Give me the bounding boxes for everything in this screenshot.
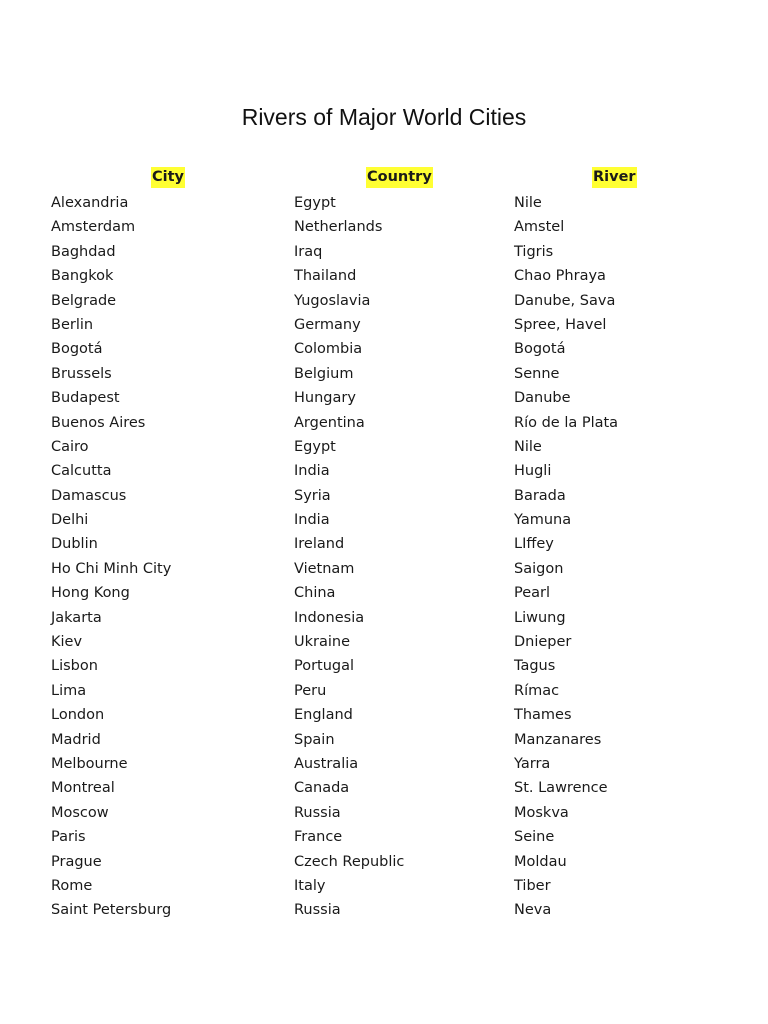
city-cell: Moscow xyxy=(51,804,109,821)
country-cell: Italy xyxy=(294,877,326,894)
table-row xyxy=(0,850,768,874)
country-cell: Colombia xyxy=(294,341,363,358)
country-cell: Belgium xyxy=(294,365,354,382)
table-row xyxy=(0,435,768,459)
table-row xyxy=(0,825,768,849)
table-row xyxy=(0,411,768,435)
river-cell: Río de la Plata xyxy=(514,414,619,431)
table-row xyxy=(0,313,768,337)
country-cell: Ukraine xyxy=(294,634,350,651)
river-cell: Rímac xyxy=(514,682,560,699)
country-cell: Hungary xyxy=(294,390,356,407)
table-row xyxy=(0,898,768,922)
river-cell: Liwung xyxy=(514,609,566,626)
country-cell: Portugal xyxy=(294,658,355,675)
column-header-river: River xyxy=(592,167,637,188)
country-cell: Argentina xyxy=(294,414,365,431)
river-cell: Manzanares xyxy=(514,731,602,748)
city-cell: London xyxy=(51,707,105,724)
table-row xyxy=(0,264,768,288)
table-row xyxy=(0,337,768,361)
table-row xyxy=(0,776,768,800)
rivers-table xyxy=(0,167,768,923)
city-cell: Rome xyxy=(51,877,93,894)
country-cell: Peru xyxy=(294,682,327,699)
river-cell: Yarra xyxy=(514,755,551,772)
city-cell: Lima xyxy=(51,682,87,699)
country-cell: Russia xyxy=(294,804,341,821)
table-row xyxy=(0,874,768,898)
river-cell: St. Lawrence xyxy=(514,780,608,797)
river-cell: Moldau xyxy=(514,853,567,870)
country-cell: Czech Republic xyxy=(294,853,405,870)
table-row xyxy=(0,606,768,630)
country-cell: Indonesia xyxy=(294,609,365,626)
table-row xyxy=(0,362,768,386)
river-cell: Seine xyxy=(514,829,555,846)
city-cell: Hong Kong xyxy=(51,585,130,602)
river-cell: Hugli xyxy=(514,463,552,480)
city-cell: Lisbon xyxy=(51,658,98,675)
country-cell: Egypt xyxy=(294,438,336,455)
table-row xyxy=(0,289,768,313)
table-header-row xyxy=(0,167,768,191)
city-cell: Prague xyxy=(51,853,102,870)
river-cell: Chao Phraya xyxy=(514,268,606,285)
river-cell: Danube xyxy=(514,390,571,407)
country-cell: Vietnam xyxy=(294,560,355,577)
river-cell: Yamuna xyxy=(514,512,572,529)
country-cell: Netherlands xyxy=(294,219,383,236)
column-header-country: Country xyxy=(366,167,433,188)
country-cell: India xyxy=(294,463,330,480)
river-cell: Thames xyxy=(514,707,572,724)
city-cell: Bogotá xyxy=(51,341,103,358)
table-row xyxy=(0,581,768,605)
city-cell: Paris xyxy=(51,829,86,846)
river-cell: Dnieper xyxy=(514,634,572,651)
country-cell: Russia xyxy=(294,902,341,919)
country-cell: Ireland xyxy=(294,536,345,553)
table-row xyxy=(0,703,768,727)
city-cell: Berlin xyxy=(51,316,94,333)
country-cell: Australia xyxy=(294,755,359,772)
river-cell: Spree, Havel xyxy=(514,316,607,333)
table-body xyxy=(0,191,768,923)
city-cell: Damascus xyxy=(51,487,127,504)
river-cell: Neva xyxy=(514,902,552,919)
table-row xyxy=(0,630,768,654)
city-cell: Bangkok xyxy=(51,268,114,285)
table-row xyxy=(0,728,768,752)
page-title: Rivers of Major World Cities xyxy=(241,104,527,130)
table-row xyxy=(0,801,768,825)
country-cell: Spain xyxy=(294,731,335,748)
city-cell: Amsterdam xyxy=(51,219,136,236)
country-cell: Egypt xyxy=(294,195,336,211)
river-cell: Tagus xyxy=(514,658,556,675)
country-cell: Iraq xyxy=(294,243,323,260)
table-row xyxy=(0,459,768,483)
city-cell: Belgrade xyxy=(51,292,117,309)
river-cell: Tigris xyxy=(514,243,554,260)
country-cell: France xyxy=(294,829,343,846)
table-row xyxy=(0,679,768,703)
river-cell: Nile xyxy=(514,195,542,211)
city-cell: Madrid xyxy=(51,731,101,748)
river-cell: Tiber xyxy=(514,877,551,894)
city-cell: Dublin xyxy=(51,536,98,553)
country-cell: China xyxy=(294,585,336,602)
table-row xyxy=(0,484,768,508)
river-cell: Amstel xyxy=(514,219,565,236)
river-cell: Bogotá xyxy=(514,341,566,358)
column-header-city: City xyxy=(151,167,185,188)
city-cell: Jakarta xyxy=(51,609,102,626)
table-row xyxy=(0,191,768,215)
river-cell: Danube, Sava xyxy=(514,292,616,309)
river-cell: Senne xyxy=(514,365,560,382)
city-cell: Melbourne xyxy=(51,755,128,772)
table-row xyxy=(0,752,768,776)
table-row xyxy=(0,532,768,556)
river-cell: Pearl xyxy=(514,585,551,602)
city-cell: Delhi xyxy=(51,512,89,529)
country-cell: Syria xyxy=(294,487,331,504)
river-cell: LIffey xyxy=(514,536,554,553)
country-cell: India xyxy=(294,512,330,529)
city-cell: Montreal xyxy=(51,780,115,797)
city-cell: Alexandria xyxy=(51,195,129,211)
city-cell: Budapest xyxy=(51,390,120,407)
table-row xyxy=(0,215,768,239)
city-cell: Ho Chi Minh City xyxy=(51,560,172,577)
city-cell: Kiev xyxy=(51,634,83,651)
city-cell: Buenos Aires xyxy=(51,414,146,431)
country-cell: Thailand xyxy=(294,268,357,285)
city-cell: Calcutta xyxy=(51,463,112,480)
table-row xyxy=(0,386,768,410)
country-cell: Canada xyxy=(294,780,350,797)
table-row xyxy=(0,508,768,532)
country-cell: England xyxy=(294,707,353,724)
table-row xyxy=(0,240,768,264)
river-cell: Saigon xyxy=(514,560,564,577)
city-cell: Saint Petersburg xyxy=(51,902,172,919)
table-row xyxy=(0,557,768,581)
country-cell: Yugoslavia xyxy=(294,292,371,309)
city-cell: Baghdad xyxy=(51,243,116,260)
river-cell: Nile xyxy=(514,438,542,455)
river-cell: Moskva xyxy=(514,804,569,821)
city-cell: Brussels xyxy=(51,365,112,382)
city-cell: Cairo xyxy=(51,438,89,455)
country-cell: Germany xyxy=(294,316,361,333)
table-row xyxy=(0,654,768,678)
river-cell: Barada xyxy=(514,487,566,504)
